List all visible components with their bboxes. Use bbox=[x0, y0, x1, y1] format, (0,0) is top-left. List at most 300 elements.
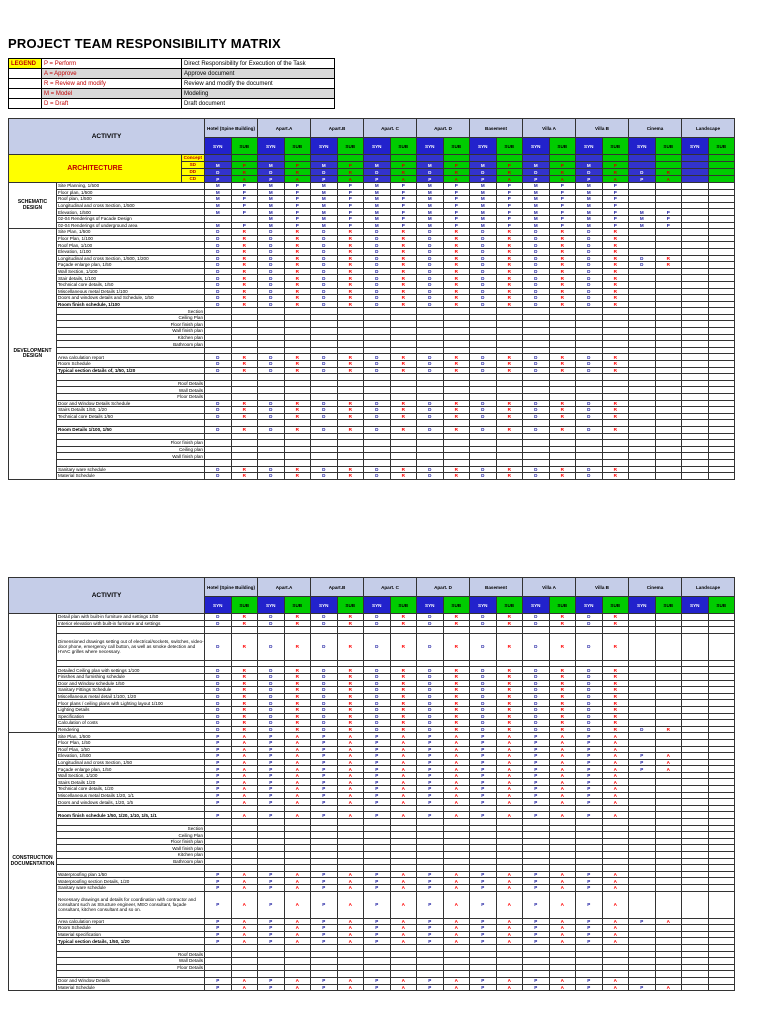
matrix-cell: P bbox=[284, 183, 311, 190]
matrix-cell: R bbox=[390, 301, 417, 308]
matrix-cell bbox=[311, 838, 338, 845]
matrix-cell: P bbox=[470, 891, 497, 918]
matrix-cell bbox=[655, 627, 682, 634]
matrix-cell bbox=[284, 865, 311, 872]
matrix-cell: R bbox=[602, 614, 629, 621]
matrix-cell bbox=[682, 799, 709, 806]
matrix-cell bbox=[682, 984, 709, 991]
matrix-cell: A bbox=[284, 792, 311, 799]
table-row bbox=[9, 466, 735, 473]
matrix-cell bbox=[443, 627, 470, 634]
activity-label: Lighting Details bbox=[57, 706, 205, 713]
matrix-cell bbox=[443, 944, 470, 951]
activity-label: Ceiling plan bbox=[57, 446, 205, 453]
matrix-cell bbox=[470, 964, 497, 971]
matrix-cell: A bbox=[231, 753, 258, 760]
matrix-cell: R bbox=[602, 473, 629, 480]
matrix-cell: R bbox=[284, 726, 311, 733]
matrix-cell bbox=[682, 871, 709, 878]
architecture-cell: R bbox=[549, 169, 576, 176]
matrix-cell: P bbox=[258, 753, 285, 760]
matrix-cell: D bbox=[576, 354, 603, 361]
matrix-cell: P bbox=[231, 222, 258, 229]
matrix-cell: R bbox=[496, 466, 523, 473]
matrix-cell: R bbox=[443, 466, 470, 473]
sub-header: SUB bbox=[549, 138, 576, 155]
matrix-cell bbox=[311, 328, 338, 335]
matrix-cell: P bbox=[205, 918, 232, 925]
matrix-cell bbox=[443, 387, 470, 394]
table-row bbox=[9, 812, 735, 819]
matrix-cell bbox=[629, 700, 656, 707]
matrix-cell bbox=[284, 308, 311, 315]
matrix-cell bbox=[284, 958, 311, 965]
table-row bbox=[9, 413, 735, 420]
matrix-cell bbox=[311, 314, 338, 321]
architecture-cell: P bbox=[284, 162, 311, 169]
matrix-cell bbox=[284, 845, 311, 852]
matrix-cell: P bbox=[496, 222, 523, 229]
matrix-cell bbox=[443, 971, 470, 978]
matrix-cell: A bbox=[602, 786, 629, 793]
matrix-cell: D bbox=[576, 700, 603, 707]
matrix-cell: P bbox=[470, 759, 497, 766]
matrix-cell bbox=[708, 772, 735, 779]
matrix-cell bbox=[337, 459, 364, 466]
matrix-cell: R bbox=[496, 235, 523, 242]
matrix-cell: R bbox=[390, 407, 417, 414]
matrix-cell bbox=[708, 334, 735, 341]
matrix-cell bbox=[602, 958, 629, 965]
matrix-cell bbox=[682, 189, 709, 196]
matrix-cell: D bbox=[364, 726, 391, 733]
matrix-cell bbox=[496, 805, 523, 812]
matrix-cell bbox=[549, 347, 576, 354]
matrix-cell bbox=[655, 614, 682, 621]
matrix-cell bbox=[364, 944, 391, 951]
matrix-cell bbox=[629, 667, 656, 674]
legend-row bbox=[9, 69, 335, 79]
matrix-cell bbox=[337, 819, 364, 826]
matrix-cell bbox=[655, 931, 682, 938]
matrix-cell bbox=[364, 334, 391, 341]
activity-label: Roof Plan, 1/50 bbox=[57, 746, 205, 753]
matrix-cell: A bbox=[390, 977, 417, 984]
matrix-cell: P bbox=[443, 202, 470, 209]
matrix-cell: R bbox=[496, 673, 523, 680]
matrix-cell bbox=[231, 420, 258, 427]
matrix-cell bbox=[708, 667, 735, 674]
matrix-cell bbox=[549, 660, 576, 667]
matrix-cell bbox=[231, 374, 258, 381]
matrix-cell: R bbox=[337, 361, 364, 368]
table-row bbox=[9, 426, 735, 433]
matrix-cell: R bbox=[231, 466, 258, 473]
matrix-cell bbox=[549, 627, 576, 634]
matrix-cell: D bbox=[470, 466, 497, 473]
matrix-cell: R bbox=[496, 726, 523, 733]
matrix-cell: R bbox=[496, 667, 523, 674]
matrix-cell: D bbox=[205, 262, 232, 269]
legend-label bbox=[9, 99, 42, 109]
matrix-cell bbox=[549, 944, 576, 951]
matrix-cell bbox=[205, 951, 232, 958]
table-row bbox=[9, 459, 735, 466]
matrix-cell: P bbox=[470, 812, 497, 819]
matrix-cell: A bbox=[549, 779, 576, 786]
matrix-cell bbox=[311, 341, 338, 348]
matrix-cell: R bbox=[443, 268, 470, 275]
matrix-cell: P bbox=[364, 746, 391, 753]
activity-label: Miscellaneous metal detail 1/100, 1/20 bbox=[57, 693, 205, 700]
matrix-cell: D bbox=[470, 361, 497, 368]
matrix-cell: P bbox=[417, 799, 444, 806]
architecture-cell: P bbox=[576, 176, 603, 183]
matrix-cell bbox=[364, 964, 391, 971]
matrix-cell bbox=[655, 308, 682, 315]
syn-header: SYN bbox=[629, 597, 656, 614]
table-row bbox=[9, 944, 735, 951]
matrix-cell bbox=[364, 446, 391, 453]
legend-label bbox=[9, 89, 42, 99]
matrix-cell bbox=[602, 858, 629, 865]
matrix-cell: R bbox=[390, 400, 417, 407]
matrix-cell bbox=[655, 440, 682, 447]
matrix-cell: D bbox=[417, 620, 444, 627]
matrix-cell: P bbox=[470, 938, 497, 945]
matrix-cell: R bbox=[549, 473, 576, 480]
matrix-cell bbox=[549, 805, 576, 812]
matrix-cell bbox=[655, 446, 682, 453]
table-row bbox=[9, 222, 735, 229]
matrix-cell: A bbox=[337, 977, 364, 984]
matrix-cell: D bbox=[470, 400, 497, 407]
matrix-cell: D bbox=[470, 473, 497, 480]
matrix-cell bbox=[708, 614, 735, 621]
matrix-cell: R bbox=[231, 354, 258, 361]
matrix-cell: D bbox=[523, 720, 550, 727]
activity-label: Interior elevation with built-in furniture and settings bbox=[57, 620, 205, 627]
matrix-cell: D bbox=[311, 268, 338, 275]
table-row bbox=[9, 361, 735, 368]
matrix-cell: D bbox=[311, 426, 338, 433]
matrix-cell: R bbox=[390, 713, 417, 720]
table-row bbox=[9, 667, 735, 674]
activity-label: Wall finish plan bbox=[57, 453, 205, 460]
matrix-cell: A bbox=[231, 746, 258, 753]
matrix-cell: R bbox=[602, 281, 629, 288]
matrix-cell: D bbox=[523, 268, 550, 275]
matrix-cell bbox=[205, 453, 232, 460]
matrix-cell bbox=[602, 380, 629, 387]
matrix-cell: D bbox=[470, 726, 497, 733]
matrix-cell: M bbox=[470, 183, 497, 190]
matrix-cell: R bbox=[443, 426, 470, 433]
matrix-cell bbox=[682, 812, 709, 819]
matrix-cell bbox=[576, 838, 603, 845]
matrix-cell: R bbox=[284, 706, 311, 713]
matrix-cell: D bbox=[576, 295, 603, 302]
matrix-cell: P bbox=[337, 183, 364, 190]
table-row bbox=[9, 865, 735, 872]
matrix-cell: D bbox=[523, 713, 550, 720]
matrix-cell: P bbox=[205, 977, 232, 984]
matrix-cell bbox=[258, 347, 285, 354]
matrix-cell bbox=[523, 380, 550, 387]
matrix-cell bbox=[655, 838, 682, 845]
matrix-cell: R bbox=[443, 248, 470, 255]
architecture-cell bbox=[655, 162, 682, 169]
matrix-cell: R bbox=[549, 301, 576, 308]
matrix-cell: A bbox=[443, 918, 470, 925]
matrix-cell: R bbox=[337, 295, 364, 302]
matrix-cell bbox=[284, 328, 311, 335]
matrix-cell: D bbox=[364, 367, 391, 374]
matrix-cell: P bbox=[470, 918, 497, 925]
matrix-cell bbox=[496, 819, 523, 826]
matrix-cell: A bbox=[549, 931, 576, 938]
matrix-cell: A bbox=[496, 759, 523, 766]
matrix-cell: R bbox=[549, 667, 576, 674]
matrix-cell: R bbox=[284, 407, 311, 414]
matrix-cell: D bbox=[417, 354, 444, 361]
matrix-cell bbox=[576, 852, 603, 859]
table-row bbox=[9, 202, 735, 209]
matrix-cell bbox=[470, 838, 497, 845]
matrix-cell: P bbox=[523, 891, 550, 918]
matrix-cell bbox=[682, 255, 709, 262]
matrix-cell bbox=[496, 328, 523, 335]
matrix-cell: D bbox=[470, 229, 497, 236]
matrix-cell: P bbox=[231, 202, 258, 209]
matrix-cell: D bbox=[576, 262, 603, 269]
matrix-cell bbox=[470, 374, 497, 381]
architecture-cell: R bbox=[602, 169, 629, 176]
matrix-cell: A bbox=[231, 739, 258, 746]
matrix-cell: D bbox=[470, 667, 497, 674]
matrix-cell bbox=[496, 374, 523, 381]
matrix-cell bbox=[417, 852, 444, 859]
matrix-cell: R bbox=[602, 255, 629, 262]
matrix-cell: D bbox=[523, 614, 550, 621]
matrix-cell: A bbox=[496, 884, 523, 891]
matrix-cell bbox=[708, 739, 735, 746]
table-row bbox=[9, 884, 735, 891]
matrix-cell: R bbox=[231, 361, 258, 368]
matrix-cell: M bbox=[311, 189, 338, 196]
matrix-cell bbox=[549, 865, 576, 872]
matrix-cell: A bbox=[390, 766, 417, 773]
matrix-cell: D bbox=[311, 620, 338, 627]
matrix-cell bbox=[708, 746, 735, 753]
matrix-cell: D bbox=[417, 288, 444, 295]
matrix-cell bbox=[390, 865, 417, 872]
matrix-cell bbox=[576, 660, 603, 667]
matrix-cell: A bbox=[496, 799, 523, 806]
matrix-cell: P bbox=[576, 931, 603, 938]
matrix-cell: A bbox=[284, 918, 311, 925]
matrix-cell: A bbox=[496, 878, 523, 885]
activity-header: ACTIVITY bbox=[9, 578, 205, 614]
matrix-cell: A bbox=[602, 746, 629, 753]
activity-label: Longitudinal and cross Section, 1/500, 1/200 bbox=[57, 255, 205, 262]
matrix-cell: P bbox=[311, 931, 338, 938]
matrix-cell: A bbox=[602, 753, 629, 760]
matrix-cell bbox=[523, 838, 550, 845]
matrix-cell bbox=[708, 620, 735, 627]
matrix-cell: P bbox=[311, 759, 338, 766]
matrix-cell bbox=[205, 838, 232, 845]
matrix-cell: M bbox=[258, 222, 285, 229]
matrix-cell: D bbox=[470, 275, 497, 282]
matrix-cell: D bbox=[417, 361, 444, 368]
matrix-cell bbox=[417, 308, 444, 315]
matrix-cell: A bbox=[337, 878, 364, 885]
matrix-cell: D bbox=[258, 229, 285, 236]
matrix-cell: R bbox=[284, 242, 311, 249]
matrix-cell: R bbox=[602, 633, 629, 660]
matrix-cell: D bbox=[470, 633, 497, 660]
matrix-cell bbox=[496, 838, 523, 845]
matrix-cell bbox=[337, 838, 364, 845]
matrix-cell bbox=[337, 433, 364, 440]
architecture-cell: R bbox=[284, 169, 311, 176]
matrix-cell: D bbox=[258, 700, 285, 707]
activity-label: Typical section details, 1/50, 1/20 bbox=[57, 938, 205, 945]
matrix-cell: A bbox=[496, 891, 523, 918]
matrix-cell bbox=[708, 720, 735, 727]
matrix-cell: D bbox=[364, 687, 391, 694]
activity-label: Site Planning, 1/500 bbox=[57, 183, 205, 190]
matrix-cell bbox=[231, 328, 258, 335]
matrix-cell: P bbox=[311, 739, 338, 746]
matrix-cell: R bbox=[390, 255, 417, 262]
matrix-cell bbox=[496, 433, 523, 440]
activity-label: Dimensioned drawings setting out of electrical/sockets, switches, video-door phone, emergency call button, as well as smoke detection and HVAC grilles where necessary. bbox=[57, 633, 205, 660]
matrix-cell bbox=[231, 446, 258, 453]
matrix-cell: A bbox=[231, 772, 258, 779]
matrix-cell bbox=[231, 858, 258, 865]
matrix-cell: A bbox=[231, 977, 258, 984]
matrix-cell bbox=[258, 958, 285, 965]
architecture-cell: R bbox=[231, 169, 258, 176]
matrix-cell: D bbox=[523, 275, 550, 282]
matrix-cell bbox=[576, 446, 603, 453]
matrix-cell bbox=[417, 321, 444, 328]
matrix-cell: A bbox=[284, 812, 311, 819]
matrix-cell: A bbox=[549, 799, 576, 806]
matrix-cell: D bbox=[523, 473, 550, 480]
matrix-cell bbox=[549, 971, 576, 978]
activity-label: Specification bbox=[57, 713, 205, 720]
syn-header: SYN bbox=[258, 597, 285, 614]
phase-label bbox=[9, 614, 57, 733]
matrix-cell: R bbox=[549, 229, 576, 236]
matrix-cell: D bbox=[417, 400, 444, 407]
matrix-cell bbox=[311, 440, 338, 447]
matrix-cell: A bbox=[284, 925, 311, 932]
matrix-cell: D bbox=[311, 713, 338, 720]
matrix-cell bbox=[682, 314, 709, 321]
activity-label: Floor Plan, 1/100 bbox=[57, 235, 205, 242]
matrix-cell bbox=[655, 733, 682, 740]
matrix-cell: P bbox=[576, 753, 603, 760]
matrix-cell: P bbox=[364, 871, 391, 878]
matrix-cell bbox=[655, 295, 682, 302]
matrix-cell bbox=[284, 944, 311, 951]
matrix-cell: P bbox=[470, 753, 497, 760]
matrix-cell: R bbox=[337, 673, 364, 680]
matrix-cell bbox=[470, 825, 497, 832]
legend-description: Review and modify the document bbox=[182, 79, 335, 89]
matrix-cell: R bbox=[602, 713, 629, 720]
matrix-cell: A bbox=[337, 766, 364, 773]
matrix-cell: A bbox=[496, 786, 523, 793]
matrix-cell bbox=[655, 871, 682, 878]
matrix-cell: P bbox=[417, 977, 444, 984]
matrix-cell: D bbox=[258, 367, 285, 374]
matrix-cell bbox=[708, 984, 735, 991]
matrix-cell: A bbox=[443, 772, 470, 779]
matrix-cell: A bbox=[284, 799, 311, 806]
matrix-cell: D bbox=[205, 354, 232, 361]
matrix-cell: D bbox=[205, 413, 232, 420]
matrix-cell bbox=[629, 374, 656, 381]
matrix-cell bbox=[390, 459, 417, 466]
matrix-cell bbox=[205, 394, 232, 401]
sub-header: SUB bbox=[443, 138, 470, 155]
syn-header: SYN bbox=[364, 138, 391, 155]
matrix-cell: D bbox=[364, 235, 391, 242]
matrix-cell bbox=[682, 407, 709, 414]
matrix-cell bbox=[602, 660, 629, 667]
table-row bbox=[9, 314, 735, 321]
matrix-cell: P bbox=[576, 733, 603, 740]
matrix-cell: A bbox=[390, 938, 417, 945]
matrix-cell: D bbox=[470, 281, 497, 288]
matrix-cell: A bbox=[390, 878, 417, 885]
matrix-cell: R bbox=[602, 413, 629, 420]
matrix-cell bbox=[470, 819, 497, 826]
matrix-cell bbox=[655, 884, 682, 891]
matrix-cell bbox=[682, 614, 709, 621]
matrix-cell: R bbox=[496, 281, 523, 288]
matrix-cell bbox=[629, 189, 656, 196]
matrix-cell: R bbox=[549, 726, 576, 733]
matrix-cell: P bbox=[364, 799, 391, 806]
matrix-cell bbox=[549, 433, 576, 440]
matrix-cell: P bbox=[576, 878, 603, 885]
matrix-cell: R bbox=[496, 633, 523, 660]
matrix-cell: R bbox=[231, 614, 258, 621]
matrix-cell: P bbox=[205, 891, 232, 918]
matrix-cell: R bbox=[602, 426, 629, 433]
matrix-cell: P bbox=[576, 759, 603, 766]
matrix-cell: A bbox=[443, 779, 470, 786]
table-row bbox=[9, 832, 735, 839]
matrix-cell: D bbox=[364, 407, 391, 414]
activity-label bbox=[57, 944, 205, 951]
matrix-cell bbox=[708, 852, 735, 859]
matrix-cell bbox=[258, 453, 285, 460]
activity-label: Technical core details, 1/50 bbox=[57, 281, 205, 288]
matrix-cell: R bbox=[231, 295, 258, 302]
architecture-cell: R bbox=[496, 169, 523, 176]
matrix-cell: D bbox=[417, 295, 444, 302]
matrix-cell bbox=[655, 400, 682, 407]
matrix-cell bbox=[284, 459, 311, 466]
matrix-cell: P bbox=[576, 977, 603, 984]
